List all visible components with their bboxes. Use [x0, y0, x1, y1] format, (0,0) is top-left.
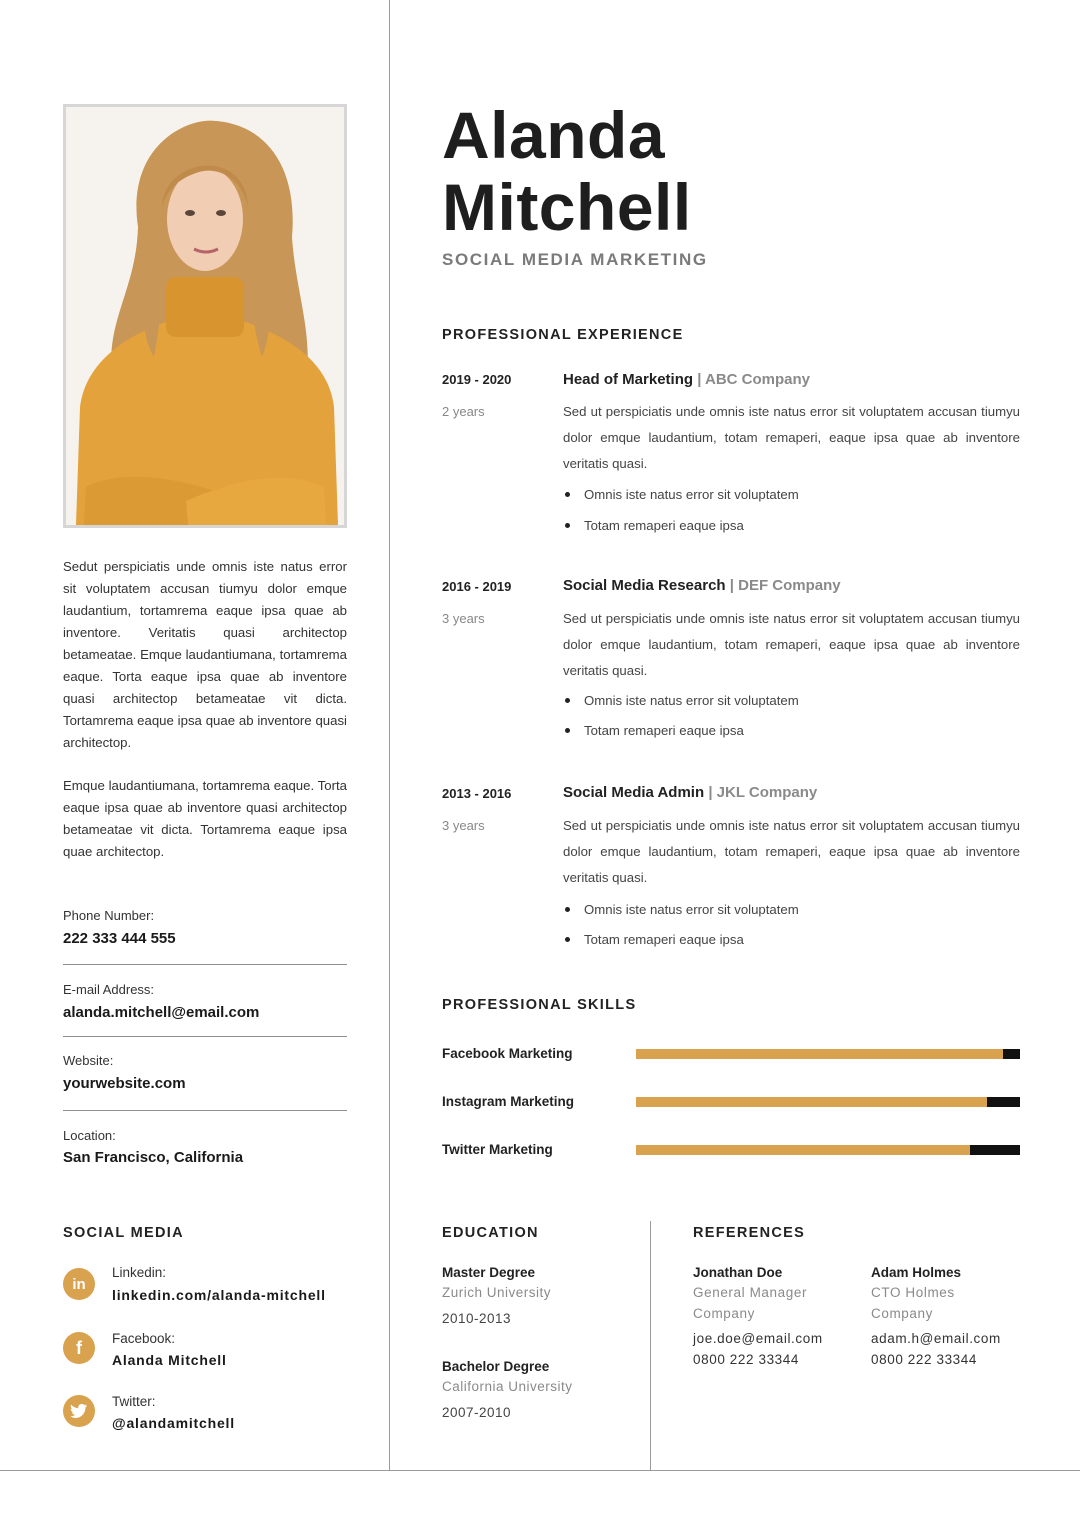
reference-role: CTO Holmes: [871, 1285, 955, 1300]
reference-email[interactable]: adam.h@email.com: [871, 1331, 1001, 1346]
contact-separator: [63, 964, 347, 965]
experience-duration: 2 years: [442, 404, 485, 419]
reference-company: Company: [871, 1306, 933, 1321]
skill-fill: [636, 1145, 970, 1155]
bullet-text: Omnis iste natus error sit voluptatem: [584, 693, 799, 708]
education-years: 2007-2010: [442, 1405, 512, 1420]
education-degree: Bachelor Degree: [442, 1359, 550, 1374]
education-school: California University: [442, 1379, 573, 1394]
reference-phone: 0800 222 33344: [693, 1352, 799, 1367]
facebook-glyph: f: [76, 1337, 82, 1358]
contact-separator: [63, 1110, 347, 1111]
website-value[interactable]: yourwebsite.com: [63, 1075, 186, 1092]
linkedin-value[interactable]: linkedin.com/alanda-mitchell: [112, 1287, 326, 1303]
experience-bullet: [563, 693, 799, 708]
skill-label: Twitter Marketing: [442, 1142, 553, 1157]
twitter-icon[interactable]: [63, 1395, 95, 1427]
bullet-text: Omnis iste natus error sit voluptatem: [584, 487, 799, 502]
bullet-text: Totam remaperi eaque ipsa: [584, 932, 744, 947]
linkedin-label: Linkedin:: [112, 1265, 167, 1280]
experience-bullet: [563, 902, 799, 917]
experience-duration: 3 years: [442, 818, 485, 833]
phone-label: Phone Number:: [63, 908, 155, 923]
education-references-divider: [650, 1221, 651, 1470]
references-title: REFERENCES: [693, 1225, 806, 1241]
skill-bar: [636, 1049, 1020, 1059]
linkedin-glyph: in: [72, 1275, 86, 1293]
reference-name: Adam Holmes: [871, 1265, 962, 1280]
website-label: Website:: [63, 1053, 114, 1068]
column-divider: [389, 0, 390, 1470]
skill-bar: [636, 1145, 1020, 1155]
education-years: 2010-2013: [442, 1311, 512, 1326]
job-title: SOCIAL MEDIA MARKETING: [442, 250, 708, 269]
experience-role: [563, 784, 817, 801]
experience-role: [563, 577, 841, 594]
education-school: Zurich University: [442, 1285, 552, 1300]
facebook-value[interactable]: Alanda Mitchell: [112, 1352, 227, 1368]
footer-line: [0, 1470, 1080, 1471]
education-degree: Master Degree: [442, 1265, 536, 1280]
facebook-label: Facebook:: [112, 1331, 176, 1346]
twitter-label: Twitter:: [112, 1394, 156, 1409]
social-media-title: SOCIAL MEDIA: [63, 1225, 184, 1241]
experience-description: Sed ut perspiciatis unde omnis iste natus error sit voluptatem accusan tiumyu dolor emque laudantium, totam remaperi, eaque ipsa quae ab inventore veritatis quasi.: [563, 818, 1020, 885]
contact-separator: [63, 1036, 347, 1037]
linkedin-icon[interactable]: [63, 1268, 95, 1300]
experience-description: Sed ut perspiciatis unde omnis iste natus error sit voluptatem accusan tiumyu dolor emque laudantium, totam remaperi, eaque ipsa quae ab inventore veritatis quasi.: [563, 404, 1020, 471]
facebook-icon[interactable]: [63, 1332, 95, 1364]
bio-paragraph-2: Emque laudantiumana, tortamrema eaque. Torta eaque ipsa quae ab inventore quasi architectop betameatae vit dicta. Tortamrema eaque ipsa quae architectop.: [63, 778, 347, 859]
profile-photo: [63, 104, 347, 528]
skill-label: Instagram Marketing: [442, 1094, 575, 1109]
portrait-illustration: [66, 107, 344, 525]
company-name: | DEF Company: [729, 577, 841, 594]
last-name: Mitchell: [442, 170, 692, 244]
phone-value: 222 333 444 555: [63, 930, 176, 947]
experience-duration: 3 years: [442, 611, 485, 626]
role-title: Social Media Research: [563, 577, 726, 594]
reference-email[interactable]: joe.doe@email.com: [693, 1331, 823, 1346]
experience-dates: 2016 - 2019: [442, 579, 512, 594]
experience-description: Sed ut perspiciatis unde omnis iste natus error sit voluptatem accusan tiumyu dolor emque laudantium, totam remaperi, eaque ipsa quae ab inventore veritatis quasi.: [563, 611, 1020, 678]
reference-company: Company: [693, 1306, 755, 1321]
company-name: | ABC Company: [697, 371, 811, 388]
company-name: | JKL Company: [708, 784, 818, 801]
skill-fill: [636, 1097, 987, 1107]
first-name: Alanda: [442, 98, 666, 172]
bio-paragraph-1: Sedut perspiciatis unde omnis iste natus error sit voluptatem accusan tiumyu dolor emque laudantium, tortamrema eaque ipsa quae ab inventore. Veritatis quasi architectop betameatae. Emque laudantiumana, tortamrema eaque. Torta eaque ipsa quae ab inventore quasi architectop betameatae vit dicta. Tortamrema eaque ipsa quae ab inventore quasi architectop.: [63, 559, 347, 750]
location-value: San Francisco, California: [63, 1149, 244, 1166]
skills-title: PROFESSIONAL SKILLS: [442, 997, 637, 1013]
experience-title: PROFESSIONAL EXPERIENCE: [442, 327, 684, 343]
twitter-value[interactable]: @alandamitchell: [112, 1415, 235, 1431]
email-value[interactable]: alanda.mitchell@email.com: [63, 1004, 260, 1021]
reference-name: Jonathan Doe: [693, 1265, 783, 1280]
experience-dates: 2013 - 2016: [442, 786, 512, 801]
role-title: Social Media Admin: [563, 784, 705, 801]
education-title: EDUCATION: [442, 1225, 539, 1241]
twitter-bird-icon: [70, 1403, 88, 1419]
reference-role: General Manager: [693, 1285, 808, 1300]
experience-bullet: [563, 932, 744, 947]
experience-bullet: [563, 518, 744, 533]
bullet-text: Totam remaperi eaque ipsa: [584, 723, 744, 738]
email-label: E-mail Address:: [63, 982, 155, 997]
experience-dates: 2019 - 2020: [442, 372, 512, 387]
skill-bar: [636, 1097, 1020, 1107]
experience-bullet: [563, 487, 799, 502]
skill-fill: [636, 1049, 1003, 1059]
skill-label: Facebook Marketing: [442, 1046, 573, 1061]
bullet-text: Omnis iste natus error sit voluptatem: [584, 902, 799, 917]
experience-bullet: [563, 723, 744, 738]
experience-role: [563, 371, 810, 388]
reference-phone: 0800 222 33344: [871, 1352, 977, 1367]
bullet-text: Totam remaperi eaque ipsa: [584, 518, 744, 533]
role-title: Head of Marketing: [563, 371, 694, 388]
location-label: Location:: [63, 1128, 116, 1143]
